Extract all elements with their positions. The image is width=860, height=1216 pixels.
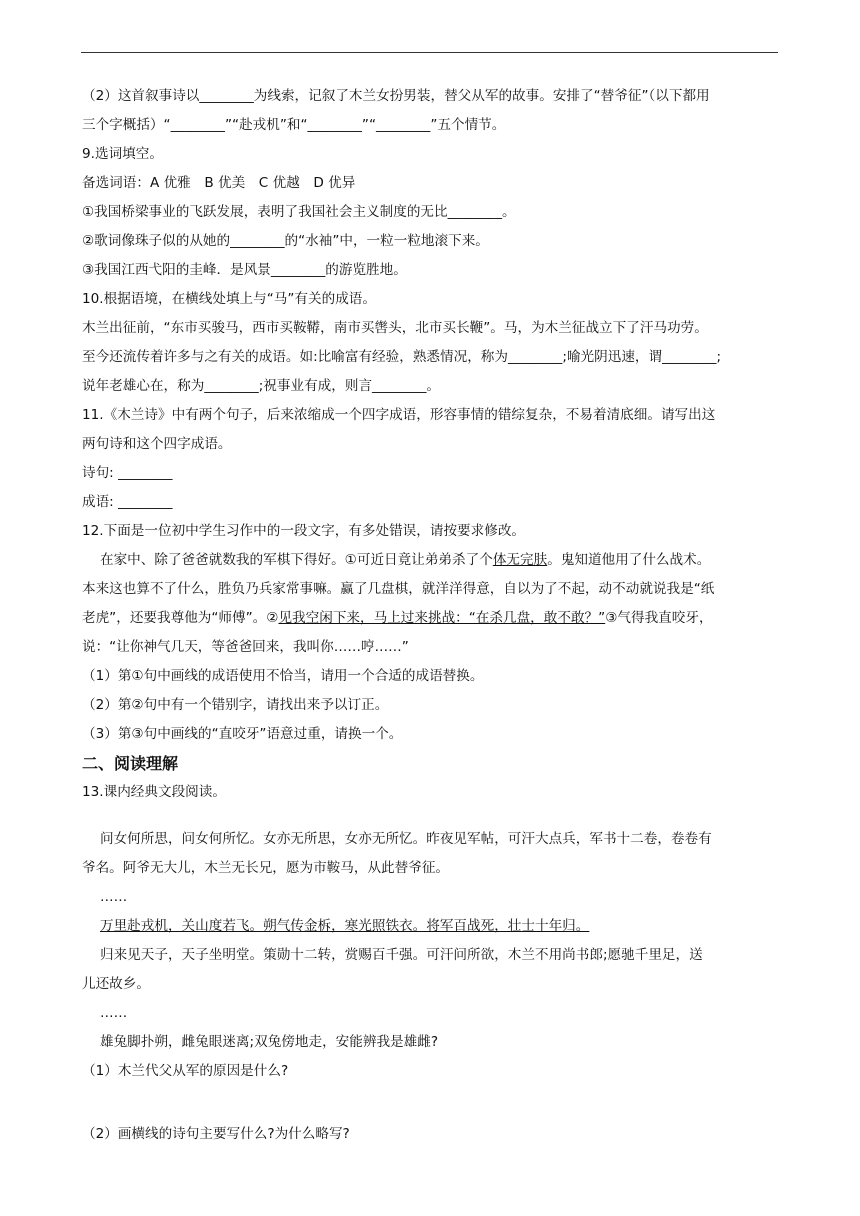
q10-line-2: 至今还流传着许多与之有关的成语。如:比喻富有经验，熟悉情况，称为________;喻光阴迅速，谓________; bbox=[82, 349, 722, 365]
q8-part2-line1: （2）这首叙事诗以________为线索，记叙了木兰女扮男装，替父从军的故事。安排了“替爷征”（以下都用 bbox=[82, 88, 710, 104]
q11-poem-answer: 诗句: ________ bbox=[82, 465, 173, 481]
q12-para-line2: 本来这也算不了什么，胜负乃兵家常事嘛。赢了几盘棋，就洋洋得意，自以为了不起，动不动就说我是“纸 bbox=[82, 581, 715, 597]
q9-item-1: ①我国桥梁事业的飞跃发展，表明了我国社会主义制度的无比________。 bbox=[82, 204, 516, 220]
q13-ellipsis: …… bbox=[100, 889, 128, 905]
q13-sub-1: （1）木兰代父从军的原因是什么? bbox=[82, 1063, 289, 1079]
q12-sub-3: （3）第③句中画线的“直咬牙”语意过重，请换一个。 bbox=[82, 726, 403, 742]
spacer bbox=[82, 1086, 782, 1120]
q8-part2-line2: 三个字概括）“________”“赴戎机”和“________”“________”五个情节。 bbox=[82, 117, 506, 133]
q13-para3-line2: 儿还故乡。 bbox=[82, 976, 150, 992]
q13-para3-line1: 归来见天子，天子坐明堂。策勋十二转，赏赐百千强。可汗问所欲，木兰不用尚书郎;愿驰千里足，送 bbox=[100, 947, 703, 963]
q12-title: 12.下面是一位初中学生习作中的一段文字，有多处错误，请按要求修改。 bbox=[82, 523, 526, 539]
spacer bbox=[82, 807, 782, 825]
q11-line1: 11.《木兰诗》中有两个句子，后来浓缩成一个四字成语，形容事情的错综复杂，不易着清底细。请写出这 bbox=[82, 407, 716, 423]
q11-line2: 两句诗和这个四字成语。 bbox=[82, 436, 232, 452]
q9-options: 备选词语：A 优雅 B 优美 C 优越 D 优异 bbox=[82, 175, 356, 191]
q12-underlined-idiom: 体无完肤 bbox=[492, 552, 548, 568]
q12-text: 在家中、除了爸爸就数我的军棋下得好。①可近日竟让弟弟杀了个 bbox=[100, 552, 493, 568]
q13-ellipsis: …… bbox=[100, 1005, 128, 1021]
q12-sub-2: （2）第②句中有一个错别字，请找出来予以订正。 bbox=[82, 697, 389, 713]
q9-item-2: ②歌词像珠子似的从她的________的“水袖”中，一粒一粒地滚下来。 bbox=[82, 233, 489, 249]
q13-para1-line1: 问女何所思，问女何所忆。女亦无所思，女亦无所忆。昨夜见军帖，可汗大点兵，军书十二卷，卷卷有 bbox=[100, 831, 712, 847]
q12-underlined-sentence: 见我空闲下来，马上过来挑战：“在杀几盘，敢不敢？” bbox=[278, 610, 606, 626]
q12-sub-1: （1）第①句中画线的成语使用不恰当，请用一个合适的成语替换。 bbox=[82, 668, 484, 684]
q9-title: 9.选词填空。 bbox=[82, 146, 163, 162]
header-rule bbox=[81, 52, 778, 53]
q13-sub-2: （2）画横线的诗句主要写什么?为什么略写? bbox=[82, 1126, 350, 1142]
q12-para-line4: 说：“让你神气几天，等爸爸回来，我叫你……哼……” bbox=[82, 639, 409, 655]
q12-text: 老虎”，还要我尊他为“师傅”。② bbox=[82, 610, 279, 626]
q12-para-line1 bbox=[82, 546, 782, 575]
q13-title: 13.课内经典文段阅读。 bbox=[82, 784, 226, 800]
q10-title: 10.根据语境，在横线处填上与“马”有关的成语。 bbox=[82, 291, 376, 307]
q12-text: 。鬼知道他用了什么战术。 bbox=[547, 552, 711, 568]
q12-para-line3 bbox=[82, 604, 782, 633]
q13-underlined-text: 万里赴戎机，关山度若飞。朔气传金柝，寒光照铁衣。将军百战死，壮士十年归。 bbox=[100, 918, 590, 934]
q13-para4: 雄兔脚扑朔，雌兔眼迷离;双兔傍地走，安能辨我是雄雌? bbox=[100, 1034, 439, 1050]
q12-text: ③气得我直咬牙， bbox=[605, 610, 713, 626]
q11-idiom-answer: 成语: ________ bbox=[82, 494, 173, 510]
q13-underlined-verse bbox=[82, 912, 782, 941]
q9-item-3: ③我国江西弋阳的圭峰．是风景________的游览胜地。 bbox=[82, 262, 407, 278]
q13-para1-line2: 爷名。阿爷无大儿，木兰无长兄，愿为市鞍马，从此替爷征。 bbox=[82, 860, 450, 876]
q10-line-3: 说年老雄心在，称为________;祝事业有成，则言________。 bbox=[82, 378, 441, 394]
section-heading: 二、阅读理解 bbox=[82, 754, 179, 773]
document-body bbox=[82, 82, 782, 1149]
q10-line-1: 木兰出征前，“东市买骏马，西市买鞍鞯，南市买辔头，北市买长鞭”。马，为木兰征战立下了汗马功劳。 bbox=[82, 320, 708, 336]
